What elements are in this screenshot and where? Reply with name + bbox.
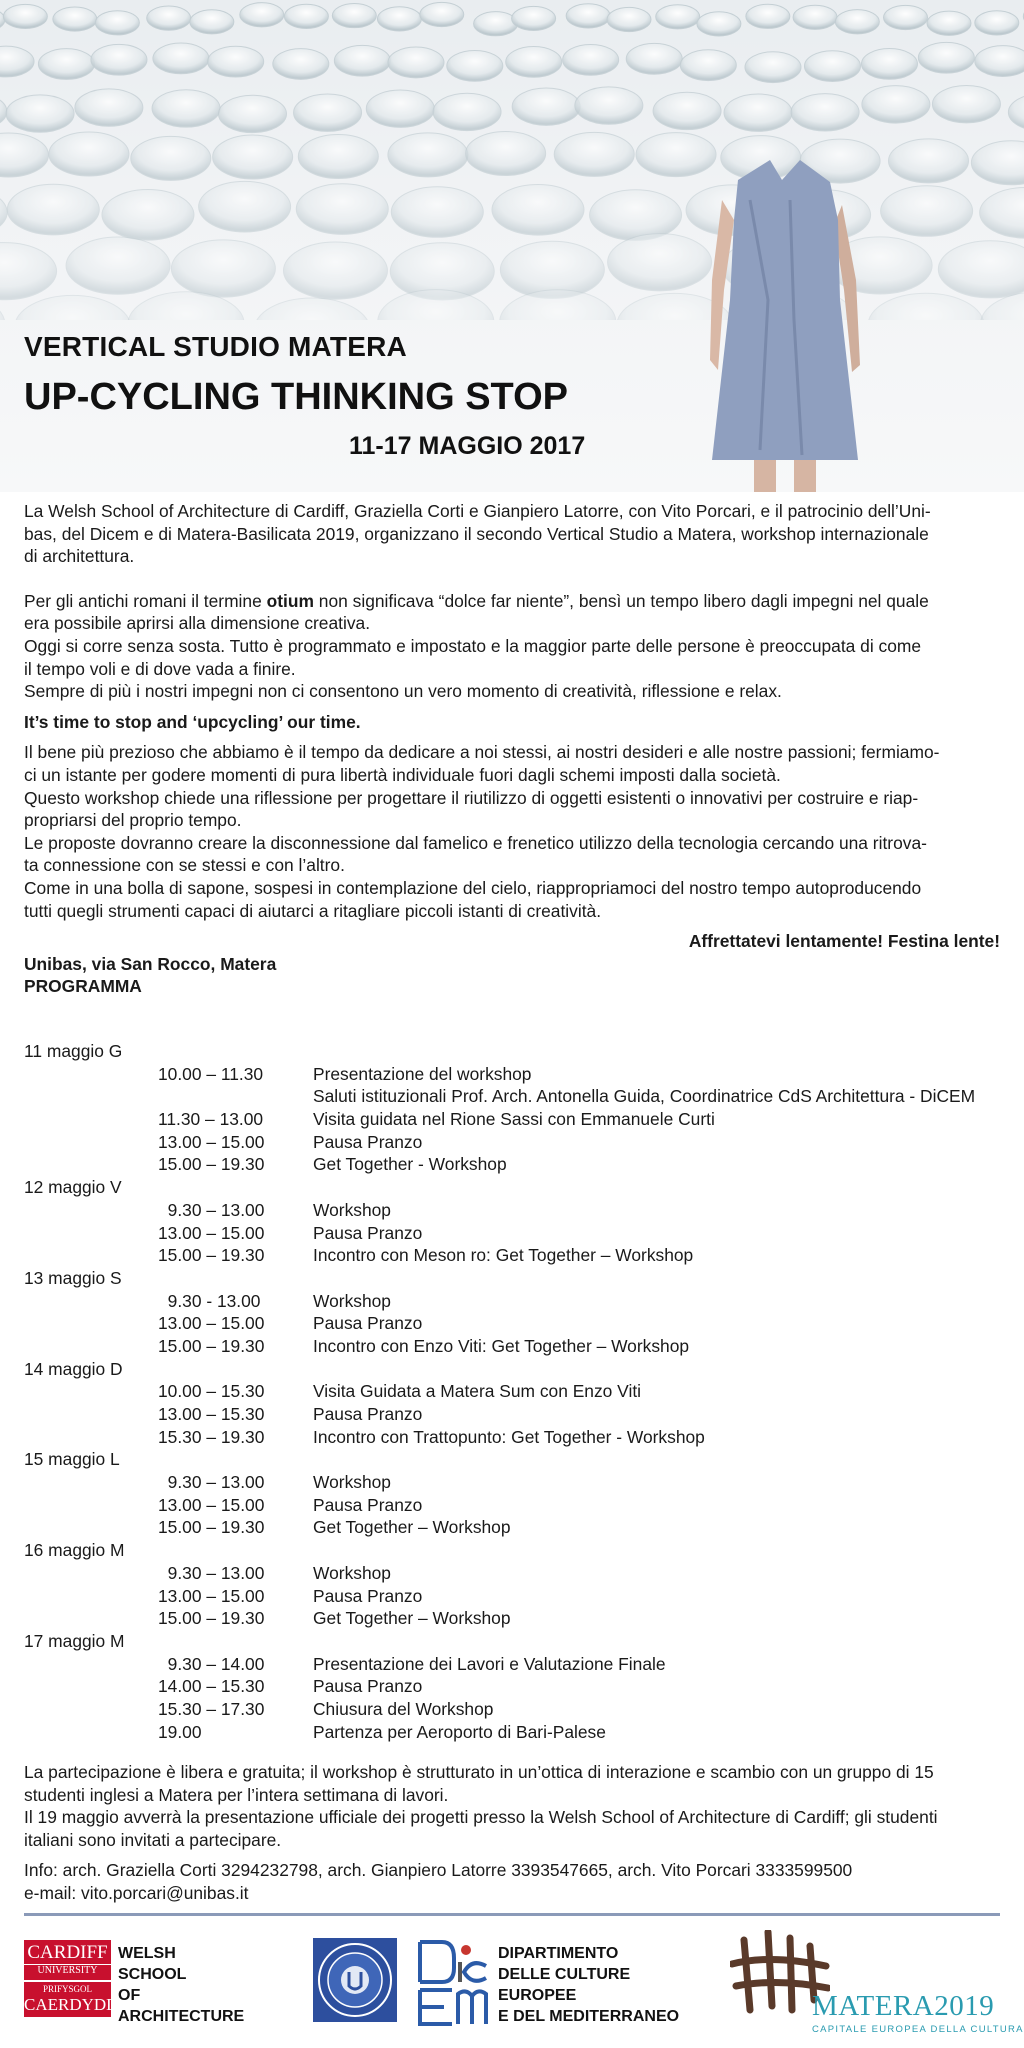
matera-2019-tagline: CAPITALE EUROPEA DELLA CULTURA xyxy=(812,2024,1024,2035)
bubble-shape xyxy=(131,136,211,180)
bubble-shape xyxy=(66,237,170,294)
schedule-row xyxy=(24,1403,1024,1426)
schedule-day: 14 maggio D xyxy=(24,1358,123,1379)
bubble-shape xyxy=(7,184,99,235)
schedule-activity: Pausa Pranzo xyxy=(313,1404,423,1424)
bubble-shape xyxy=(378,290,494,320)
schedule-time: 13.00 – 15.00 xyxy=(158,1131,265,1152)
bubble-shape xyxy=(294,94,362,131)
bubble-shape xyxy=(884,5,928,29)
bubble-shape xyxy=(500,290,616,320)
bubble-shape xyxy=(240,3,284,27)
bubble-shape xyxy=(971,141,1024,185)
dicem-logo xyxy=(414,1938,492,2028)
intro-paragraph-3: Oggi si corre senza sosta. Tutto è programmato e impostato e la maggior parte delle persone è preoccupata di come il tempo voli e di dove vada a finire. xyxy=(24,635,922,679)
bubble-shape xyxy=(334,45,390,76)
bubble-shape xyxy=(512,88,580,125)
schedule-row xyxy=(24,1199,1024,1222)
schedule-time: 9.30 - 13.00 xyxy=(158,1290,261,1311)
hero-dates: 11-17 MAGGIO 2017 xyxy=(349,432,586,460)
bubble-shape xyxy=(377,7,421,31)
schedule-row xyxy=(24,1426,1024,1449)
schedule-row xyxy=(24,1380,1024,1403)
cardiff-university-logo: CARDIFF UNIVERSITY PRIFYSGOL CAERDYDD xyxy=(24,1940,111,2017)
schedule-activity: Pausa Pranzo xyxy=(313,1676,423,1697)
schedule-row xyxy=(24,1153,1024,1176)
schedule-time: 15.00 – 19.30 xyxy=(158,1517,265,1538)
schedule-time: 15.00 – 19.30 xyxy=(158,1154,265,1175)
bubble-shape xyxy=(466,132,546,176)
schedule-activity: Presentazione dei Lavori e Valutazione Finale xyxy=(313,1653,666,1674)
schedule-activity: Partenza per Aeroporto di Bari-Palese xyxy=(313,1721,606,1742)
schedule-row xyxy=(24,1063,1024,1086)
bubble-shape xyxy=(889,139,969,183)
bubble-shape xyxy=(0,243,57,300)
motto: Affrettatevi lentamente! Festina lente! xyxy=(688,931,1000,952)
schedule-row xyxy=(24,1562,1024,1585)
intro-paragraph-1: La Welsh School of Architecture di Cardiff, Graziella Corti e Gianpiero Latorre, con Vito Porcari, e il patrocinio dell’Uni- bas, del Dicem e di Matera-Basilicata 2019, organizzano il secondo Vertical Studio a Matera, workshop internazionale di architettura. xyxy=(24,501,931,567)
contact-info: Info: arch. Graziella Corti 3294232798, arch. Gianpiero Latorre 3393547665, arch. Vito Porcari 3333599500 xyxy=(24,1860,853,1881)
bubble-shape xyxy=(296,184,388,235)
bubble-shape xyxy=(881,186,973,237)
hero-banner xyxy=(0,0,1024,492)
schedule-time: 10.00 – 11.30 xyxy=(158,1063,264,1084)
bubble-shape xyxy=(918,42,974,73)
schedule-time: 9.30 – 13.00 xyxy=(158,1199,265,1220)
schedule-activity: Pausa Pranzo xyxy=(313,1222,423,1243)
intro-paragraph-2: Per gli antichi romani il termine otium non significava “dolce far niente”, bensì un tempo libero dagli impegni nel quale era possibile aprirsi alla dimensione creativa. xyxy=(24,590,929,634)
bubble-shape xyxy=(804,51,860,82)
matera-2019-wordmark: MATERA2019 xyxy=(812,1990,995,2022)
bubble-shape xyxy=(745,52,801,83)
schedule-day: 11 maggio G xyxy=(24,1041,123,1061)
schedule-activity: Visita guidata nel Rione Sassi con Emmanuele Curti xyxy=(313,1109,715,1130)
bubble-shape xyxy=(190,10,234,34)
bubble-shape xyxy=(938,241,1024,298)
bubble-shape xyxy=(656,5,700,29)
schedule-row xyxy=(24,1471,1024,1494)
bubble-shape xyxy=(975,46,1024,77)
bubble-shape xyxy=(932,86,1000,123)
bubble-shape xyxy=(420,2,464,26)
welsh-school-name: WELSH SCHOOL OF ARCHITECTURE xyxy=(118,1945,245,2025)
bubble-shape xyxy=(213,135,293,179)
schedule-day: 16 maggio M xyxy=(24,1540,125,1561)
bubble-shape xyxy=(862,86,930,123)
schedule-time: 14.00 – 15.30 xyxy=(158,1676,265,1697)
bubble-shape xyxy=(3,4,47,28)
schedule-row xyxy=(24,1653,1024,1676)
schedule-activity: Saluti istituzionali Prof. Arch. Antonella Guida, Coordinatrice CdS Architettura - DiCEM xyxy=(313,1086,976,1107)
schedule-row xyxy=(24,1516,1024,1539)
bubble-shape xyxy=(512,6,556,30)
venue: Unibas, via San Rocco, Matera xyxy=(24,953,277,974)
schedule-time: 10.00 – 15.30 xyxy=(158,1381,265,1402)
footer-logos xyxy=(0,1930,1024,2048)
schedule-activity: Workshop xyxy=(313,1290,391,1311)
schedule-row xyxy=(24,1108,1024,1131)
schedule-activity: Get Together - Workshop xyxy=(313,1154,507,1175)
program-schedule xyxy=(24,1040,1024,1743)
bubble-shape xyxy=(218,95,286,132)
bubble-shape xyxy=(284,4,328,28)
schedule-row xyxy=(24,1290,1024,1313)
bubble-shape xyxy=(366,90,434,127)
schedule-activity: Incontro con Meson ro: Get Together – Workshop xyxy=(313,1245,694,1266)
bubble-shape xyxy=(835,10,879,34)
bubble-shape xyxy=(388,47,444,78)
schedule-time: 9.30 – 14.00 xyxy=(158,1653,265,1674)
bubble-shape xyxy=(171,240,275,297)
closing-text xyxy=(24,1761,1000,1905)
department-name: DIPARTIMENTO DELLE CULTURE EUROPEE E DEL MEDITERRANEO xyxy=(498,1945,680,2025)
schedule-activity: Pausa Pranzo xyxy=(313,1313,423,1334)
bubble-shape xyxy=(199,181,291,232)
bubble-shape xyxy=(575,87,643,124)
schedule-time: 15.00 – 19.30 xyxy=(158,1335,265,1356)
bubble-shape xyxy=(697,12,741,36)
schedule-time: 11.30 – 13.00 xyxy=(158,1109,264,1130)
bubble-shape xyxy=(38,49,94,80)
footer-divider xyxy=(24,1913,1000,1916)
bubble-shape xyxy=(607,7,651,31)
bubble-shape xyxy=(474,12,518,36)
bubble-shape xyxy=(0,187,7,238)
contact-email[interactable]: e-mail: vito.porcari@unibas.it xyxy=(24,1882,249,1903)
bubble-shape xyxy=(653,92,721,129)
unibas-seal-logo xyxy=(313,1938,397,2022)
schedule-activity: Pausa Pranzo xyxy=(313,1131,423,1152)
bubble-shape xyxy=(791,94,859,131)
schedule-time: 13.00 – 15.00 xyxy=(158,1313,265,1334)
schedule-activity: Workshop xyxy=(313,1472,391,1493)
bubble-shape xyxy=(391,187,483,238)
schedule-day: 12 maggio V xyxy=(24,1177,122,1198)
closing-paragraph-1: La partecipazione è libera e gratuita; il workshop è strutturato in un’ottica di interazione e scambio con un gruppo di 15 studenti inglesi a Matera per l’intera settimana di lavori. xyxy=(24,1762,934,1805)
closing-paragraph-2: Il 19 maggio avverrà la presentazione ufficiale dei progetti presso la Welsh School of Architecture di Cardiff; gli studenti italiani sono invitati a partecipare. xyxy=(24,1807,938,1850)
schedule-day: 17 maggio M xyxy=(24,1630,125,1651)
bubble-shape xyxy=(147,6,191,30)
bubble-shape xyxy=(332,3,376,27)
bubble-shape xyxy=(95,11,139,35)
schedule-activity: Chiusura del Workshop xyxy=(313,1698,494,1719)
schedule-time: 9.30 – 13.00 xyxy=(158,1562,265,1583)
bubble-shape xyxy=(927,11,971,35)
schedule-row xyxy=(24,1312,1024,1335)
schedule-activity: Get Together – Workshop xyxy=(313,1517,511,1538)
intro-paragraph-4: Sempre di più i nostri impegni non ci consentono un vero momento di creatività, riflessione e relax. xyxy=(24,681,782,702)
bubble-shape xyxy=(388,133,468,177)
bubble-shape xyxy=(152,90,220,127)
schedule-activity: Incontro con Enzo Viti: Get Together – Workshop xyxy=(313,1335,690,1356)
schedule-row xyxy=(24,1244,1024,1267)
bubble-shape xyxy=(6,95,74,132)
bubble-shape xyxy=(91,44,147,75)
intro-paragraph-7: Le proposte dovranno creare la disconnessione dal famelico e frenetico utilizzo della tecnologia cercando una ritrova- ta connessione con se stessi e con l’altro. xyxy=(24,832,927,876)
bubble-shape xyxy=(254,298,370,320)
bubble-shape xyxy=(53,7,97,31)
bubble-shape xyxy=(208,46,264,77)
bubble-shape xyxy=(75,89,143,126)
bubble-shape xyxy=(1008,94,1024,131)
bubble-shape xyxy=(980,187,1024,238)
schedule-activity: Presentazione del workshop xyxy=(313,1063,532,1084)
bubble-shape xyxy=(49,132,129,176)
bubble-shape xyxy=(492,184,584,235)
bubble-shape xyxy=(15,295,131,320)
intro-paragraph-8: Come in una bolla di sapone, sospesi in contemplazione del cielo, riappropriamoci del nostro tempo autoproducendo tutti quegli strumenti capaci di aiutarci a ritagliare piccoli istanti di creatività. xyxy=(24,877,922,921)
schedule-activity: Workshop xyxy=(313,1199,391,1220)
schedule-time: 15.00 – 19.30 xyxy=(158,1245,265,1266)
bubble-shape xyxy=(566,4,610,28)
bubble-shape xyxy=(793,5,837,29)
schedule-time: 19.00 xyxy=(158,1721,202,1742)
schedule-time: 13.00 – 15.00 xyxy=(158,1585,265,1606)
schedule-row xyxy=(24,1698,1024,1721)
hero-title-line1: VERTICAL STUDIO MATERA xyxy=(24,331,407,362)
schedule-activity: Workshop xyxy=(313,1562,391,1583)
slogan: It’s time to stop and ‘upcycling’ our time. xyxy=(24,711,361,732)
bubble-shape xyxy=(102,190,194,241)
bubble-shape xyxy=(506,46,562,77)
schedule-row xyxy=(24,1585,1024,1608)
schedule-day: 15 maggio L xyxy=(24,1449,120,1470)
schedule-time: 13.00 – 15.30 xyxy=(158,1404,265,1424)
intro-paragraph-6: Questo workshop chiede una riflessione per progettare il riutilizzo di oggetti esistenti o innovativi per costruire e riap- propriarsi del proprio tempo. xyxy=(24,787,919,831)
schedule-activity: Incontro con Trattopunto: Get Together - Workshop xyxy=(313,1426,705,1447)
bubble-shape xyxy=(680,50,736,81)
schedule-day: 13 maggio S xyxy=(24,1267,122,1288)
schedule-time: 15.00 – 19.30 xyxy=(158,1608,265,1629)
bubble-shape xyxy=(626,43,682,74)
bubble-shape xyxy=(724,94,792,131)
program-label: PROGRAMMA xyxy=(24,976,142,997)
bubble-shape xyxy=(746,4,790,28)
bubble-shape xyxy=(975,11,1019,35)
schedule-activity: Get Together – Workshop xyxy=(313,1608,511,1629)
schedule-time: 15.30 – 17.30 xyxy=(158,1698,265,1719)
schedule-row xyxy=(24,1721,1024,1744)
schedule-time: 13.00 – 15.00 xyxy=(158,1494,265,1515)
schedule-row xyxy=(24,1085,1024,1108)
bubble-shape xyxy=(298,134,378,178)
intro-paragraph-5: Il bene più prezioso che abbiamo è il tempo da dedicare a noi stessi, ai nostri desideri e alle nostre passioni; fermiamo- ci un istante per godere momenti di pura libertà individuale fuori dagli schemi imposti dalla società. xyxy=(24,742,940,785)
woman-figure-image xyxy=(690,160,890,492)
schedule-time: 9.30 – 13.00 xyxy=(158,1472,265,1493)
bubble-shape xyxy=(153,43,209,74)
bubble-shape xyxy=(563,44,619,75)
schedule-activity: Pausa Pranzo xyxy=(313,1585,423,1606)
schedule-row xyxy=(24,1131,1024,1154)
bubble-shape xyxy=(590,190,682,241)
schedule-time: 13.00 – 15.00 xyxy=(158,1222,265,1243)
schedule-row xyxy=(24,1494,1024,1517)
schedule-row xyxy=(24,1222,1024,1245)
schedule-activity: Pausa Pranzo xyxy=(313,1494,423,1515)
bubble-shape xyxy=(447,50,503,81)
schedule-time: 15.30 – 19.30 xyxy=(158,1426,265,1447)
bubble-shape xyxy=(433,93,501,130)
bubble-shape xyxy=(283,242,387,299)
bubble-shape xyxy=(0,46,34,77)
bubble-shape xyxy=(861,49,917,80)
intro-text xyxy=(24,500,1000,998)
bubble-shape xyxy=(273,49,329,80)
schedule-row xyxy=(24,1335,1024,1358)
bubble-shape xyxy=(554,132,634,176)
schedule-activity: Visita Guidata a Matera Sum con Enzo Viti xyxy=(313,1381,642,1402)
schedule-row xyxy=(24,1675,1024,1698)
hero-title-line2: UP-CYCLING THINKING STOP xyxy=(24,376,568,418)
schedule-row xyxy=(24,1607,1024,1630)
bubble-shape xyxy=(0,133,48,177)
